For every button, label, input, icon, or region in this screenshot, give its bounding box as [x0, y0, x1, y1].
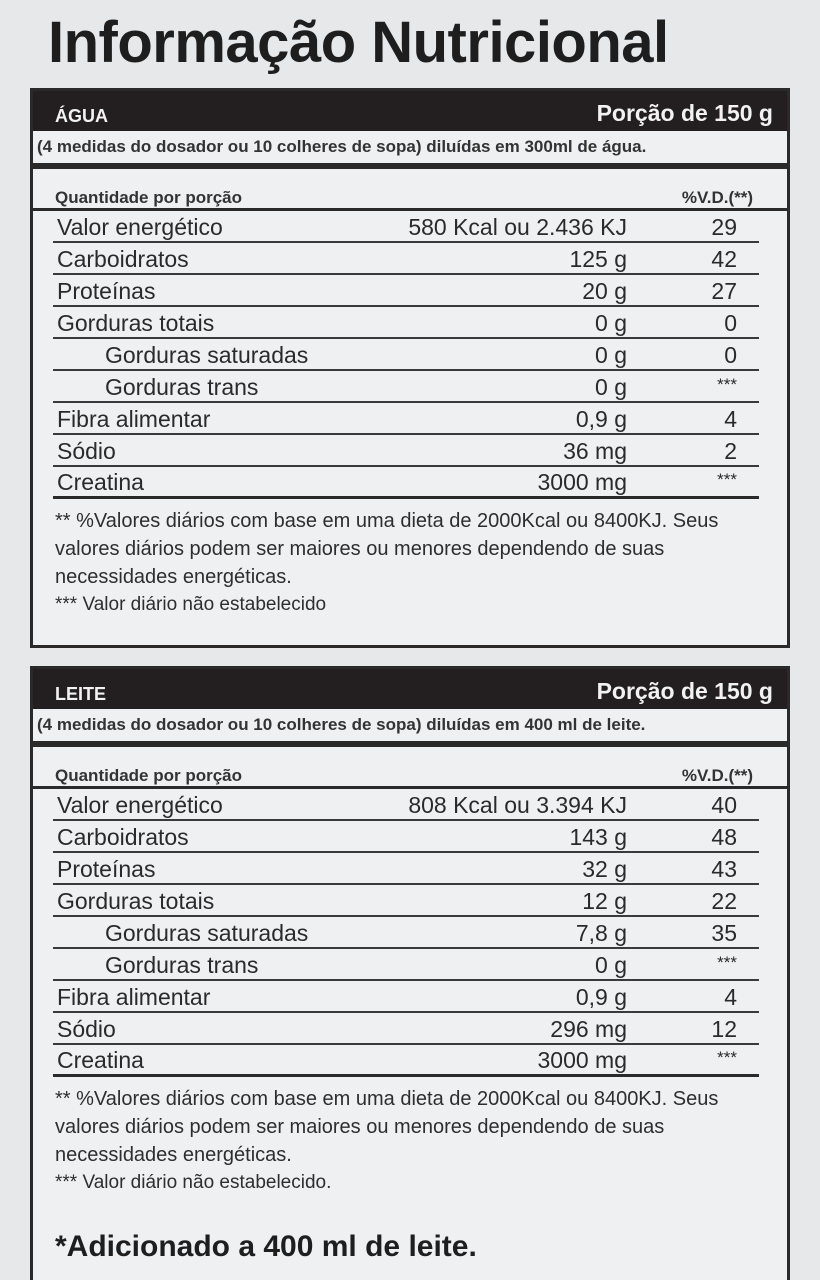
table-row: [53, 1045, 759, 1077]
nutrient-vd: 4: [724, 984, 737, 1010]
nutrient-name: Gorduras trans: [105, 374, 259, 400]
nutrient-name: Proteínas: [57, 856, 156, 882]
table-row: [53, 1013, 759, 1045]
nutrition-label: [30, 0, 790, 1280]
nutrient-amount: 0 g: [595, 952, 627, 978]
agua-footnotes: [33, 499, 787, 619]
added-milk-note: *Adicionado a 400 ml de leite.: [55, 1230, 477, 1263]
table-row: [53, 339, 759, 371]
table-row: [53, 981, 759, 1013]
agua-dilution: (4 medidas do dosador ou 10 colheres de sopa) diluídas em 300ml de água.: [37, 137, 647, 156]
nutrient-name: Gorduras saturadas: [105, 920, 309, 946]
nutrient-amount: 20 g: [582, 278, 627, 304]
nutrient-amount: 3000 mg: [537, 469, 627, 495]
nutrient-amount: 0,9 g: [575, 406, 627, 432]
nutrient-vd: 0: [724, 310, 737, 336]
nutrient-vd: ***: [717, 375, 737, 394]
nutrient-name: Gorduras saturadas: [105, 342, 309, 368]
nutrient-name: Sódio: [57, 1016, 116, 1042]
nutrient-amount: 0 g: [595, 310, 627, 336]
nutrient-vd: 0: [724, 342, 737, 368]
nutrient-name: Proteínas: [57, 278, 156, 304]
table-row: [53, 403, 759, 435]
nutrient-name: Gorduras trans: [105, 952, 259, 978]
nutrient-vd: 27: [711, 278, 737, 304]
page-title: Informação Nutricional: [48, 10, 669, 75]
nutrient-amount: 580 Kcal ou 2.436 KJ: [408, 214, 627, 240]
nutrient-amount: 125 g: [569, 246, 627, 272]
table-row: [53, 917, 759, 949]
table-row: [53, 789, 759, 821]
agua-table-header: [33, 169, 787, 211]
table-row: [53, 307, 759, 339]
agua-table: [33, 211, 787, 499]
nutrient-name: Sódio: [57, 438, 116, 464]
nutrient-vd: ***: [717, 1048, 737, 1067]
nutrient-vd: 35: [711, 920, 737, 946]
daily-value-note: ** %Valores diários com base em uma dieta de 2000Kcal ou 8400KJ. Seus valores diários podem ser maiores ou menores dependendo de suas necessidades energéticas.: [55, 510, 719, 588]
qty-header: Quantidade por porção: [55, 188, 243, 207]
nutrient-vd: 42: [711, 246, 737, 272]
nutrient-name: Creatina: [57, 469, 144, 495]
table-row: [53, 467, 759, 499]
table-row: [53, 885, 759, 917]
leite-header: [33, 669, 787, 709]
nutrient-vd: 43: [711, 856, 737, 882]
not-established-note: *** Valor diário não estabelecido: [55, 594, 327, 615]
nutrient-amount: 3000 mg: [537, 1047, 627, 1073]
nutrient-vd: 2: [724, 438, 737, 464]
not-established-note: *** Valor diário não estabelecido.: [55, 1172, 332, 1193]
nutrient-vd: ***: [717, 470, 737, 489]
nutrient-amount: 32 g: [582, 856, 627, 882]
nutrient-amount: 36 mg: [563, 438, 627, 464]
nutrient-vd: 12: [711, 1016, 737, 1042]
nutrient-vd: ***: [717, 953, 737, 972]
nutrient-name: Fibra alimentar: [57, 406, 211, 432]
nutrient-name: Gorduras totais: [57, 310, 215, 336]
leite-footnotes: [33, 1077, 787, 1197]
vd-header: %V.D.(**): [681, 766, 753, 785]
agua-portion: Porção de 150 g: [596, 100, 773, 126]
nutrient-amount: 7,8 g: [575, 920, 627, 946]
leite-panel: [30, 666, 790, 1280]
nutrient-amount: 0 g: [595, 342, 627, 368]
nutrient-amount: 0 g: [595, 374, 627, 400]
leite-table-header: [33, 747, 787, 789]
agua-label: ÁGUA: [55, 106, 108, 126]
nutrient-name: Creatina: [57, 1047, 144, 1073]
leite-label: LEITE: [55, 684, 107, 704]
nutrient-name: Carboidratos: [57, 824, 189, 850]
table-row: [53, 853, 759, 885]
table-row: [53, 435, 759, 467]
leite-portion: Porção de 150 g: [596, 678, 773, 704]
vd-header: %V.D.(**): [681, 188, 753, 207]
nutrient-vd: 4: [724, 406, 737, 432]
table-row: [53, 243, 759, 275]
nutrient-vd: 29: [711, 214, 737, 240]
table-row: [53, 371, 759, 403]
table-row: [53, 949, 759, 981]
nutrient-vd: 22: [711, 888, 737, 914]
nutrient-amount: 12 g: [582, 888, 627, 914]
table-row: [53, 275, 759, 307]
nutrient-name: Valor energético: [57, 214, 223, 240]
agua-panel: [30, 88, 790, 648]
nutrient-name: Carboidratos: [57, 246, 189, 272]
nutrient-amount: 0,9 g: [575, 984, 627, 1010]
nutrient-amount: 808 Kcal ou 3.394 KJ: [408, 792, 627, 818]
leite-table: [33, 789, 787, 1077]
nutrient-name: Valor energético: [57, 792, 223, 818]
nutrient-vd: 40: [711, 792, 737, 818]
nutrient-vd: 48: [711, 824, 737, 850]
table-row: [53, 821, 759, 853]
nutrient-amount: 296 mg: [550, 1016, 627, 1042]
table-row: [53, 211, 759, 243]
nutrient-name: Gorduras totais: [57, 888, 215, 914]
agua-header: [33, 91, 787, 131]
nutrient-amount: 143 g: [569, 824, 627, 850]
leite-dilution: (4 medidas do dosador ou 10 colheres de sopa) diluídas em 400 ml de leite.: [37, 715, 646, 734]
qty-header: Quantidade por porção: [55, 766, 243, 785]
daily-value-note: ** %Valores diários com base em uma dieta de 2000Kcal ou 8400KJ. Seus valores diários podem ser maiores ou menores dependendo de suas necessidades energéticas.: [55, 1088, 719, 1166]
nutrient-name: Fibra alimentar: [57, 984, 211, 1010]
